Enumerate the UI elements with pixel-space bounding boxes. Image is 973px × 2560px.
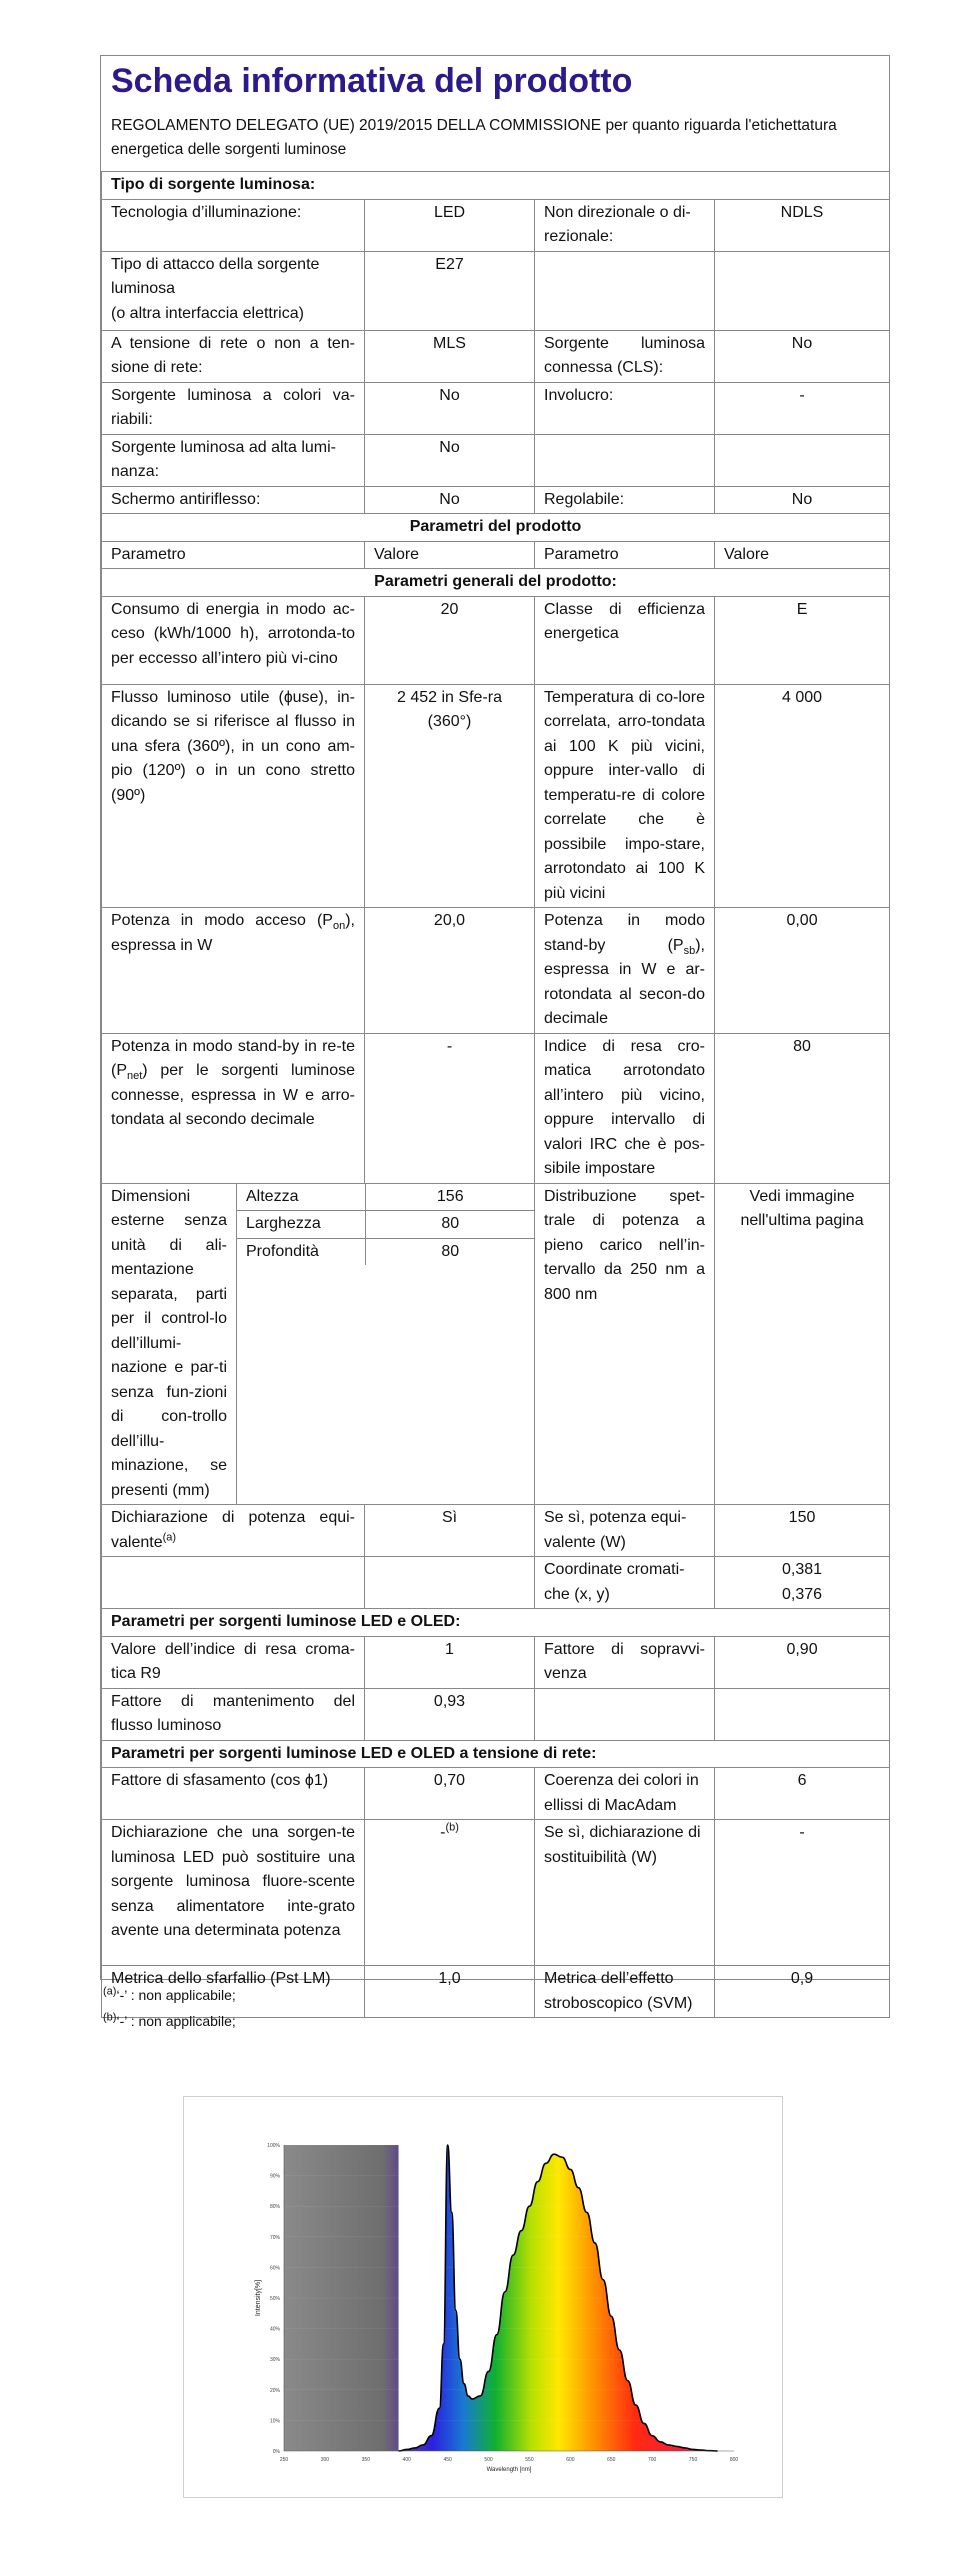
label-high-luminance: Sorgente luminosa ad alta lumi-nanza: (102, 434, 365, 486)
section-row (102, 569, 890, 597)
x-tick-label: 300 (320, 2457, 330, 2463)
label-dimensions: Dimensioni esterne senza unità di ali-mentazione separata, parti per il control-lo dell’illumi-nazione e par-ti senza fun-zioni di con-trollo dell’illu-minazione, se presenti (mm) (102, 1183, 237, 1505)
table-row (102, 596, 890, 684)
empty-cell (102, 1557, 365, 1609)
section-heading-led-mains: Parametri per sorgenti luminose LED e OLED a tensione di rete: (102, 1740, 890, 1768)
table-row (102, 1183, 890, 1505)
value-high-luminance: No (365, 434, 535, 486)
value-envelope: - (715, 382, 890, 434)
col-header-parameter: Parametro (102, 541, 365, 569)
value-depth: 80 (441, 1242, 460, 1260)
label-r9: Valore dell’indice di resa croma-tica R9 (102, 1636, 365, 1688)
table-row (102, 684, 890, 908)
label-lumen-maintenance: Fattore di mantenimento del flusso luminoso (102, 1688, 365, 1740)
col-header-value: Valore (365, 541, 535, 569)
table-row (102, 486, 890, 514)
label-fluorescent-replacement: Dichiarazione che una sorgen-te luminosa LED può sostituire una sorgente luminosa fluore-scente senza alimentatore inte-grato avente una determinata potenza (102, 1820, 365, 1966)
dimension-row (237, 1184, 535, 1211)
value-width: 80 (365, 1211, 535, 1239)
x-tick-label: 650 (607, 2457, 616, 2463)
column-header-row (102, 541, 890, 569)
label-cri: Indice di resa cro-matica arrotondato all’intero più vicino, oppure intervallo di valori IRC che è pos-sibile impostare (535, 1033, 715, 1183)
value-cls: No (715, 330, 890, 382)
dimension-row (237, 1238, 535, 1265)
empty-cell (715, 251, 890, 330)
table-row (102, 908, 890, 1034)
dimensions-cell (237, 1183, 535, 1505)
empty-cell (535, 1688, 715, 1740)
value-network-standby-power: - (365, 1033, 535, 1183)
label-flicker: Metrica dello sfarfallio (Pst LM) (102, 1966, 365, 2018)
value-technology: LED (365, 199, 535, 251)
value-color-tunable: No (365, 382, 535, 434)
label-replacement-claim: Se sì, dichiarazione di sostituibilità (W) (535, 1820, 715, 1966)
x-tick-label: 400 (402, 2457, 411, 2463)
value-directional: NDLS (715, 199, 890, 251)
label-luminous-flux: Flusso luminoso utile (ɸuse), in-dicando se si riferisce al flusso in una sfera (360º), in un cono am-pio (120º) o in un cono stretto (90º) (102, 684, 365, 908)
label-color-tunable: Sorgente luminosa a colori va-riabili: (102, 382, 365, 434)
section-row (102, 1609, 890, 1637)
label-height: Altezza (237, 1184, 365, 1211)
value-on-mode-power: 20,0 (365, 908, 535, 1034)
empty-cell (535, 251, 715, 330)
empty-cell (715, 434, 890, 486)
label-spectral-distribution: Distribuzione spet-trale di potenza a pieno carico nell’in-tervallo da 250 nm a 800 nm (535, 1183, 715, 1505)
table-row (102, 1820, 890, 1966)
label-directional: Non direzionale o di-rezionale: (535, 199, 715, 251)
x-tick-label: 600 (566, 2457, 575, 2463)
value-cct: 4 000 (715, 684, 890, 908)
y-tick-label: 10% (269, 2418, 280, 2425)
value-luminous-flux: 2 452 in Sfe-ra (360°) (365, 684, 535, 908)
value-fluorescent-replacement: -$^{(b)}$ (365, 1820, 535, 1966)
value-energy-class: E (715, 596, 890, 684)
y-tick-label: 0% (272, 2449, 280, 2455)
regulation-subtitle: REGOLAMENTO DELEGATO (UE) 2019/2015 DELLA COMMISSIONE per quanto riguarda l'etichettatura energetica delle sorgenti luminose (111, 117, 837, 158)
dimension-row (237, 1211, 535, 1239)
section-heading-general: Parametri generali del prodotto: (102, 569, 890, 597)
value-macadam: 6 (715, 1768, 890, 1820)
table-row (102, 1033, 890, 1183)
value-anti-glare: No (365, 486, 535, 514)
value-standby-power: 0,00 (715, 908, 890, 1034)
y-tick-label: 50% (269, 2296, 280, 2302)
label-anti-glare: Schermo antiriflesso: (102, 486, 365, 514)
label-technology: Tecnologia d’illuminazione: (102, 199, 365, 251)
x-tick-label: 750 (688, 2457, 698, 2463)
label-standby-power: Potenza in modo stand-by $(P_{sb})$, espressa in W e ar-rotondata al secon-do decimale (535, 908, 715, 1034)
label-on-mode-power: Potenza in modo acceso $(P_{on})$, espressa in W (102, 908, 365, 1034)
value-power-factor: 0,70 (365, 1768, 535, 1820)
empty-cell (715, 1688, 890, 1740)
footnotes (103, 1982, 236, 2034)
y-tick-label: 90% (269, 2173, 280, 2180)
section-row (102, 172, 890, 200)
y-tick-label: 30% (269, 2357, 280, 2364)
value-survival-factor: 0,90 (715, 1636, 890, 1688)
label-energy-class: Classe di efficienza energetica (535, 596, 715, 684)
label-depth: Profondità (237, 1238, 365, 1265)
x-tick-label: 500 (484, 2457, 493, 2463)
section-row (102, 1740, 890, 1768)
table-row (102, 1688, 890, 1740)
empty-cell (365, 1557, 535, 1609)
table-row (102, 1505, 890, 1557)
section-heading-source-type: Tipo di sorgente luminosa: (102, 172, 890, 200)
label-power-factor: Fattore di sfasamento (cos ϕ1) (102, 1768, 365, 1820)
value-energy-consumption: 20 (365, 596, 535, 684)
value-cap-type: E27 (365, 251, 535, 330)
y-tick-label: 60% (269, 2265, 280, 2272)
section-heading-product-params: Parametri del prodotto (102, 514, 890, 542)
value-equivalent-power: Sì (365, 1505, 535, 1557)
value-cri: 80 (715, 1033, 890, 1183)
label-survival-factor: Fattore di sopravvi-venza (535, 1636, 715, 1688)
label-chromaticity: Coordinate cromati-che (x, y) (535, 1557, 715, 1609)
value-stroboscopic: 0,9 (715, 1966, 890, 2018)
x-axis-label: Wavelength [nm] (486, 2467, 532, 2473)
y-axis-label: Intensity[%] (255, 2279, 262, 2317)
table-row (102, 1768, 890, 1820)
spectrum-svg (184, 2097, 782, 2497)
value-lumen-maintenance: 0,93 (365, 1688, 535, 1740)
value-height: 156 (365, 1184, 535, 1211)
label-dimmable: Regolabile: (535, 486, 715, 514)
spectral-distribution-chart (183, 2096, 783, 2498)
value-r9: 1 (365, 1636, 535, 1688)
value-equivalent-power-w: 150 (715, 1505, 890, 1557)
x-tick-label: 700 (648, 2457, 657, 2463)
y-tick-label: 80% (269, 2204, 280, 2211)
table-row (102, 330, 890, 382)
x-tick-label: 550 (525, 2457, 534, 2463)
col-header-value: Valore (715, 541, 890, 569)
y-tick-label: 70% (269, 2234, 280, 2241)
label-cct: Temperatura di co-lore correlata, arro-tondata ai 100 K più vicini, oppure inter-vallo di temperatu-re di colore correlate che è possibile impo-stare, arrotondato ai 100 K più vicini (535, 684, 715, 908)
table-row (102, 199, 890, 251)
label-width: Larghezza (237, 1211, 365, 1239)
page-title: Scheda informativa del prodotto (111, 62, 633, 100)
label-energy-consumption: Consumo di energia in modo ac-ceso (kWh/1000 h), arrotonda-to per eccesso all’intero più vi-cino (102, 596, 365, 684)
value-flicker: 1,0 (365, 1966, 535, 2018)
value-spectral-distribution: Vedi immagine nell'ultima pagina (715, 1183, 890, 1505)
label-cap-type (102, 251, 365, 330)
value-dimmable: No (715, 486, 890, 514)
dimensions-table (237, 1184, 535, 1266)
x-tick-label: 800 (729, 2457, 739, 2463)
x-tick-label: 350 (361, 2457, 370, 2463)
table-row (102, 1557, 890, 1609)
footnote-b: $^{(b)}$‘-’ : non applicabile; (103, 2011, 236, 2029)
col-header-parameter: Parametro (535, 541, 715, 569)
label-envelope: Involucro: (535, 382, 715, 434)
empty-cell (535, 434, 715, 486)
label-equivalent-power-w: Se sì, potenza equi-valente (W) (535, 1505, 715, 1557)
table-row (102, 382, 890, 434)
x-tick-label: 250 (279, 2457, 289, 2463)
section-heading-led: Parametri per sorgenti luminose LED e OLED: (102, 1609, 890, 1637)
label-equivalent-power: Dichiarazione di potenza equi-valente$^{(a)}$ (102, 1505, 365, 1557)
value-replacement-claim: - (715, 1820, 890, 1966)
y-tick-label: 40% (269, 2326, 280, 2333)
table-row (102, 434, 890, 486)
product-info-table (101, 171, 890, 2018)
label-mains: A tensione di rete o non a ten-sione di rete: (102, 330, 365, 382)
y-tick-label: 20% (269, 2387, 280, 2394)
cap-type-note: (o altra interfaccia elettrica) (111, 304, 304, 322)
table-row (102, 1636, 890, 1688)
value-chromaticity: 0,381 0,376 (715, 1557, 890, 1609)
label-network-standby-power: Potenza in modo stand-by in re-te $(P_{net})$ per le sorgenti luminose connesse, espressa in W e arro-tondata al secondo decimale (102, 1033, 365, 1183)
label-stroboscopic: Metrica dell’effetto stroboscopico (SVM) (535, 1966, 715, 2018)
cap-type-text: Tipo di attacco della sorgente luminosa (111, 255, 320, 297)
section-row (102, 514, 890, 542)
x-tick-label: 450 (443, 2457, 452, 2463)
y-tick-label: 100% (267, 2143, 280, 2149)
footnote-a: $^{(a)}$‘-’ : non applicabile; (103, 1985, 236, 2003)
value-mains: MLS (365, 330, 535, 382)
table-row (102, 251, 890, 330)
label-macadam: Coerenza dei colori in ellissi di MacAdam (535, 1768, 715, 1820)
label-cls: Sorgente luminosa connessa (CLS): (535, 330, 715, 382)
